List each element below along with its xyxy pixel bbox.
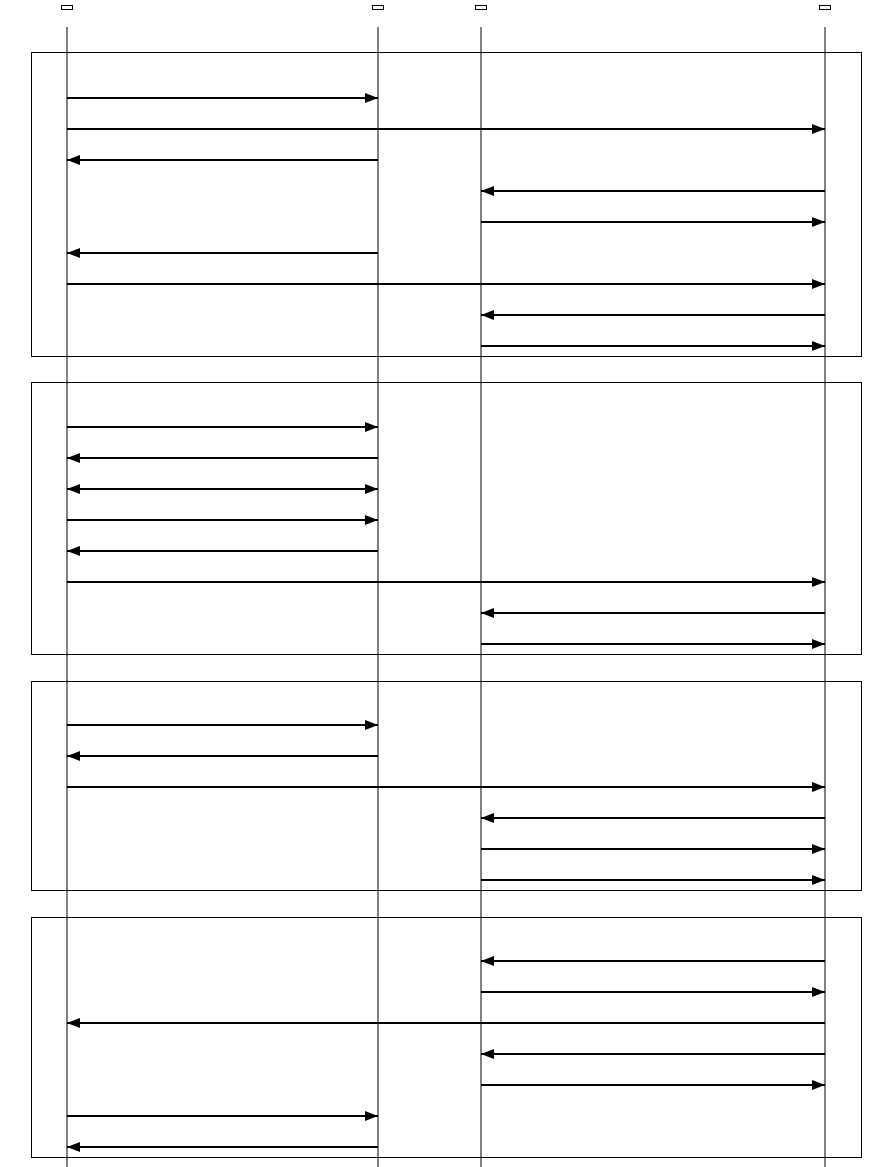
arrowhead-right-icon xyxy=(812,217,825,227)
arrowhead-right-icon xyxy=(365,93,378,103)
message-arrow-line xyxy=(67,426,378,428)
arrowhead-left-icon xyxy=(481,813,494,823)
arrowhead-left-icon xyxy=(67,1142,80,1152)
message-arrow-line xyxy=(67,1115,378,1117)
participant-Host_Source xyxy=(372,5,384,10)
message-arrow-line xyxy=(481,879,825,881)
arrowhead-right-icon xyxy=(812,124,825,134)
arrowhead-right-icon xyxy=(812,341,825,351)
message-arrow-line xyxy=(67,97,378,99)
message-arrow-line xyxy=(67,519,378,521)
arrowhead-left-icon xyxy=(67,248,80,258)
message-arrow-line xyxy=(67,457,378,459)
message-arrow-line xyxy=(67,581,825,583)
arrowhead-right-icon xyxy=(365,484,378,494)
arrowhead-left-icon xyxy=(481,956,494,966)
arrowhead-right-icon xyxy=(365,515,378,525)
arrowhead-right-icon xyxy=(812,844,825,854)
message-arrow-line xyxy=(67,252,378,254)
arrowhead-right-icon xyxy=(812,1080,825,1090)
arrowhead-right-icon xyxy=(812,577,825,587)
message-arrow-line xyxy=(67,724,378,726)
message-arrow-line xyxy=(481,221,825,223)
arrowhead-left-icon xyxy=(67,546,80,556)
arrowhead-right-icon xyxy=(365,422,378,432)
message-arrow-line xyxy=(481,1053,825,1055)
message-arrow-line xyxy=(481,612,825,614)
arrowhead-left-icon xyxy=(67,1018,80,1028)
arrowhead-right-icon xyxy=(365,720,378,730)
message-arrow-line xyxy=(67,159,378,161)
participant-Host_Target xyxy=(475,5,487,10)
arrowhead-left-icon xyxy=(481,1049,494,1059)
message-arrow-line xyxy=(481,345,825,347)
arrowhead-right-icon xyxy=(812,782,825,792)
arrowhead-left-icon xyxy=(481,186,494,196)
arrowhead-right-icon xyxy=(812,639,825,649)
arrowhead-left-icon xyxy=(481,608,494,618)
arrowhead-left-icon xyxy=(481,310,494,320)
participant-APP_Target xyxy=(819,5,831,10)
message-arrow-line xyxy=(67,128,825,130)
message-arrow-line xyxy=(67,1146,378,1148)
arrowhead-left-icon xyxy=(67,453,80,463)
arrowhead-right-icon xyxy=(365,1111,378,1121)
message-arrow-line xyxy=(67,488,378,490)
message-arrow-line xyxy=(67,1022,825,1024)
message-arrow-line xyxy=(481,314,825,316)
arrowhead-right-icon xyxy=(812,279,825,289)
message-arrow-line xyxy=(481,848,825,850)
message-arrow-line xyxy=(481,817,825,819)
message-arrow-line xyxy=(67,550,378,552)
message-arrow-line xyxy=(481,991,825,993)
message-arrow-line xyxy=(481,960,825,962)
message-arrow-line xyxy=(67,283,825,285)
message-arrow-line xyxy=(67,755,378,757)
arrowhead-left-icon xyxy=(67,155,80,165)
arrowhead-left-icon xyxy=(67,484,80,494)
arrowhead-right-icon xyxy=(812,987,825,997)
message-arrow-line xyxy=(67,786,825,788)
message-arrow-line xyxy=(481,190,825,192)
arrowhead-left-icon xyxy=(67,751,80,761)
message-arrow-line xyxy=(481,1084,825,1086)
message-arrow-line xyxy=(481,643,825,645)
arrowhead-right-icon xyxy=(812,875,825,885)
section-frame xyxy=(31,917,862,1158)
participant-APP_Source xyxy=(61,5,73,10)
